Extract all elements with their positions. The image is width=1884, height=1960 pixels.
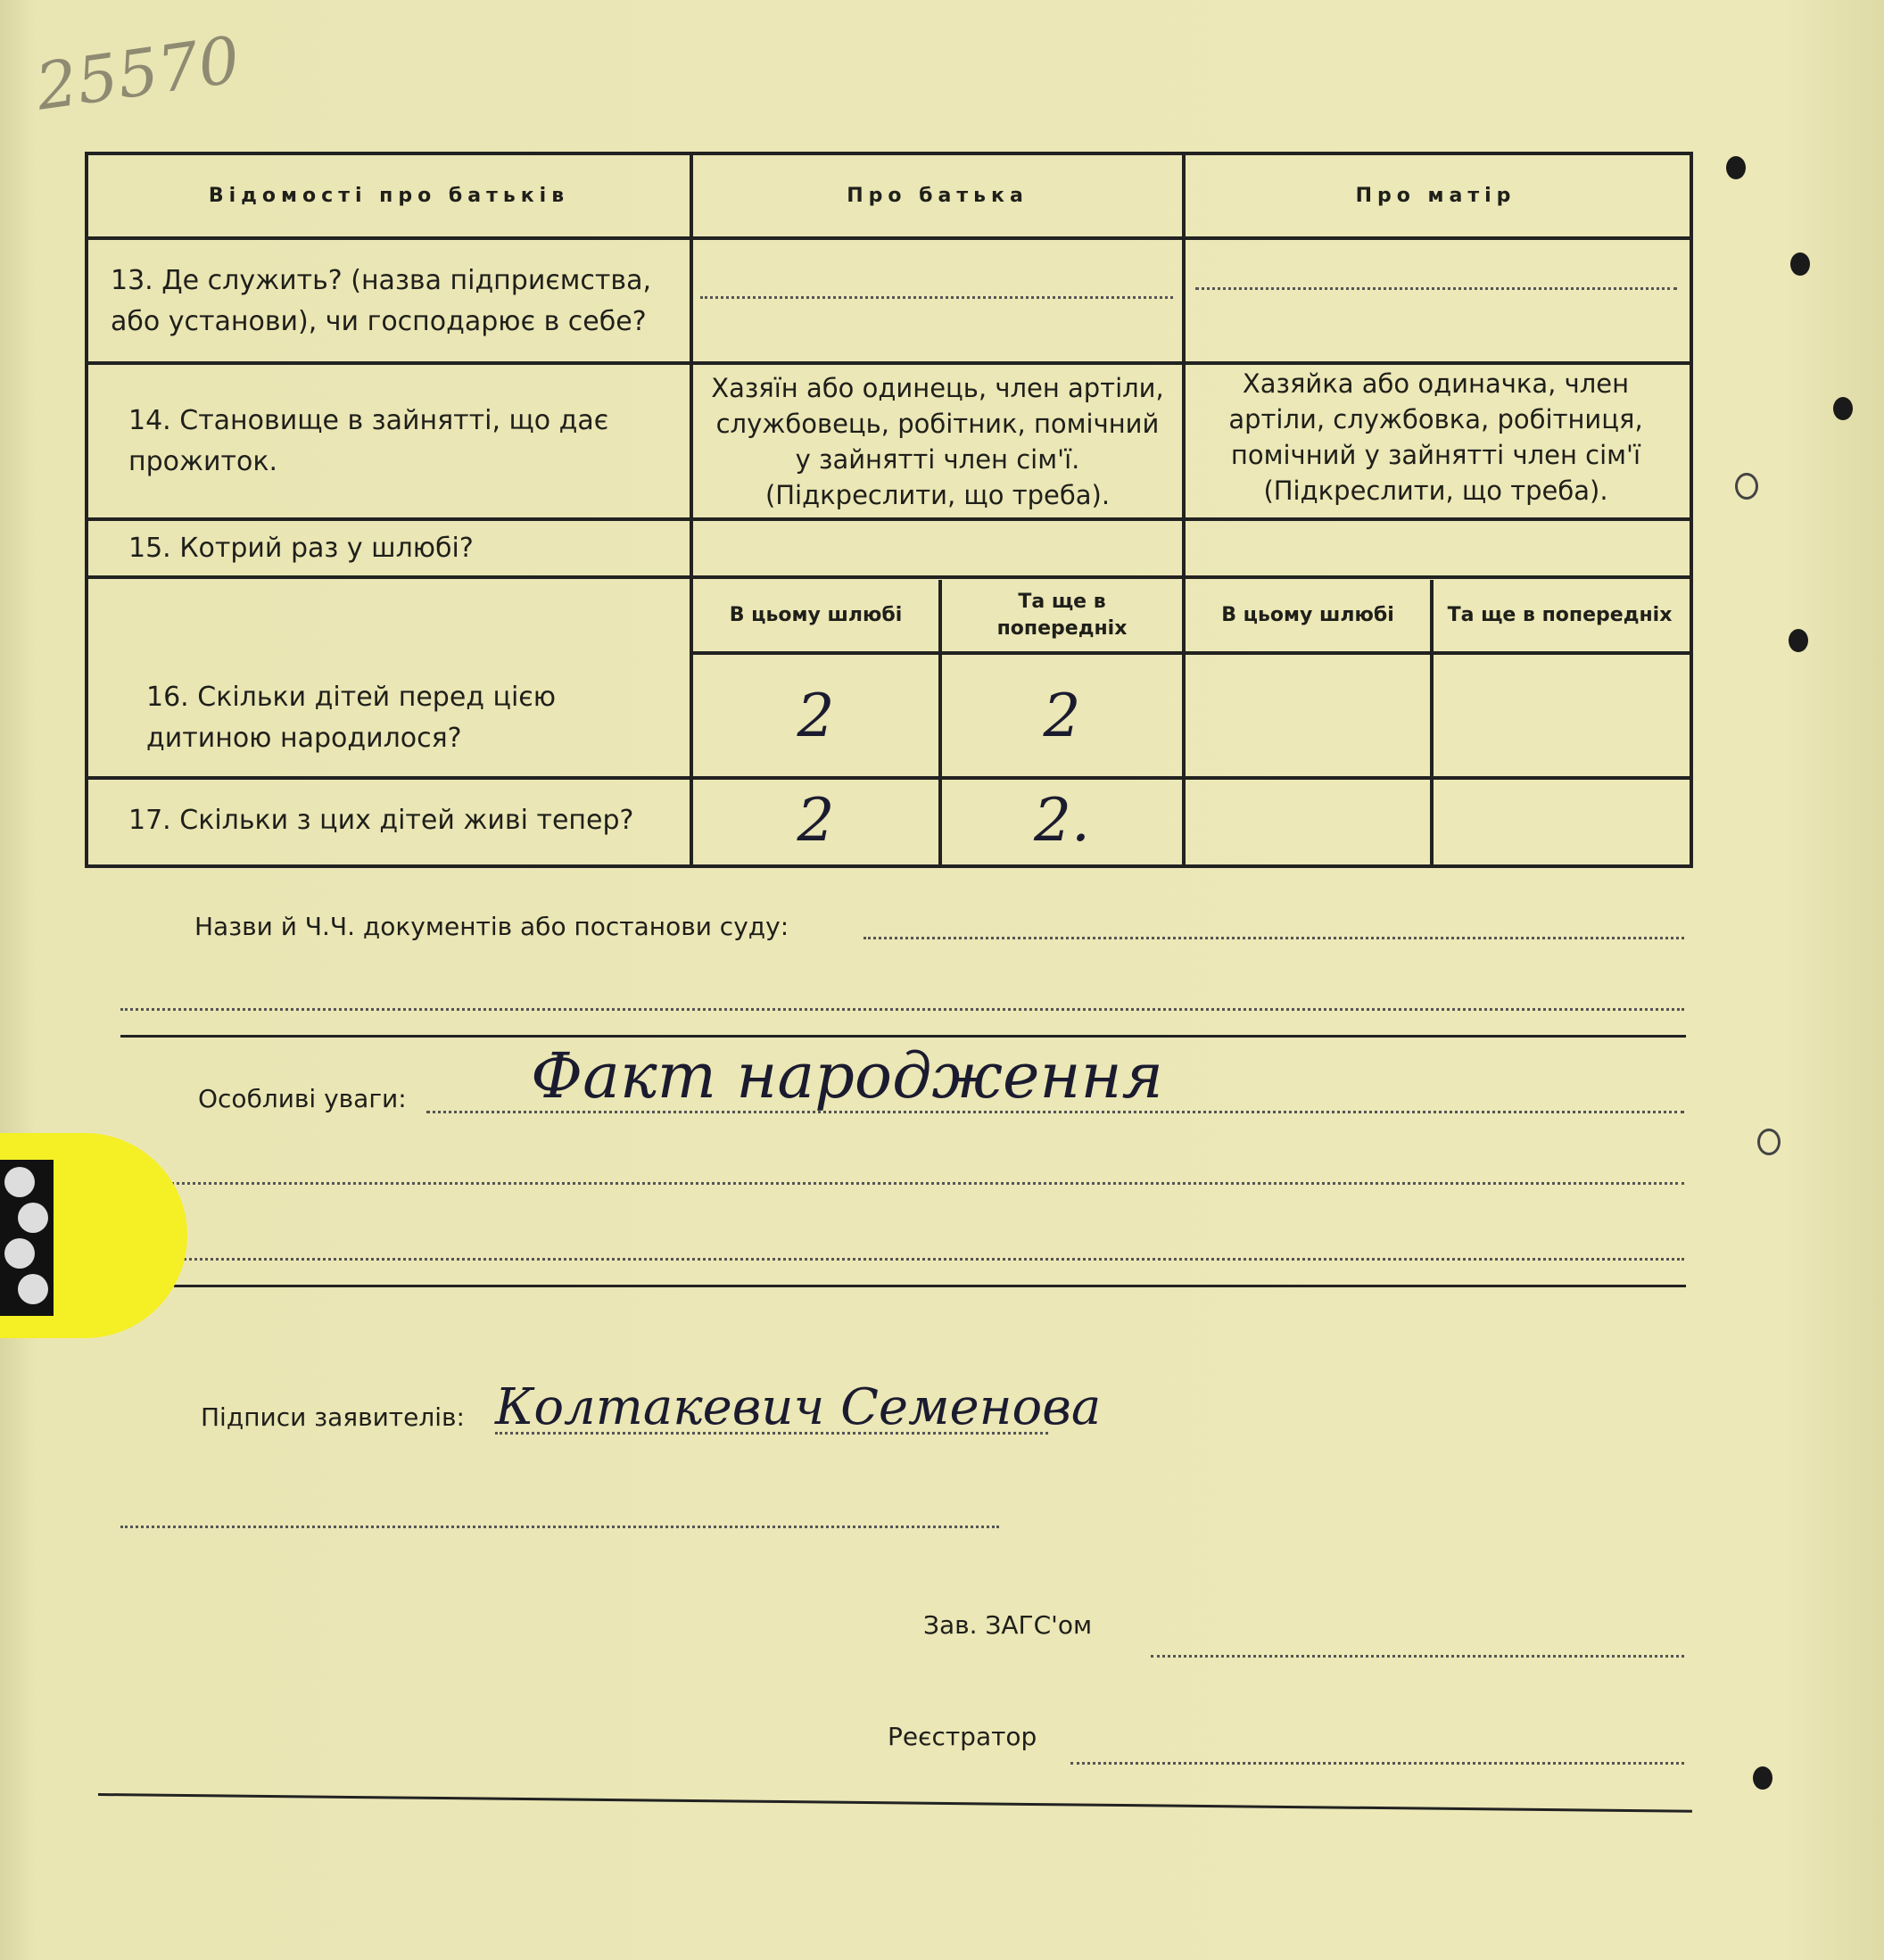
signatures-label: Підписи заявителів: bbox=[201, 1402, 465, 1432]
answer-13-father[interactable] bbox=[700, 296, 1173, 299]
question-17: 17. Скільки з цих дітей живі тепер? bbox=[128, 804, 634, 836]
signatures-field-line-2[interactable] bbox=[120, 1526, 999, 1528]
question-14: 14. Становище в зайнятті, що дає прожиток. bbox=[128, 405, 609, 477]
remarks-handwriting: Факт народження bbox=[531, 1039, 1163, 1112]
subheader-father-previous: Та ще в попередніх bbox=[996, 590, 1128, 640]
children-alive-father-previous[interactable]: 2. bbox=[1034, 786, 1090, 855]
archival-color-scale bbox=[0, 1133, 187, 1338]
zags-head-label: Зав. ЗАГС'ом bbox=[923, 1610, 1093, 1640]
question-13: 13. Де служить? (назва підприємства, або установи), чи господарює в себе? bbox=[111, 264, 652, 337]
question-15: 15. Котрий раз у шлюбі? bbox=[128, 532, 474, 564]
archive-number: 25570 bbox=[31, 21, 244, 125]
registrar-signature-field[interactable] bbox=[1070, 1762, 1684, 1765]
children-born-father-previous[interactable]: 2 bbox=[1043, 681, 1081, 750]
subheader-mother-this-marriage: В цьому шлюбі bbox=[1221, 603, 1394, 626]
occupation-options-father: Хазяїн або одинець, член артіли, службовець, робітник, помічний у зайнятті член сім'ї. (Підкреслити, що треба). bbox=[711, 373, 1164, 510]
subheader-mother-previous: Та ще в попередніх bbox=[1447, 603, 1673, 626]
subheader-father-this-marriage: В цьому шлюбі bbox=[729, 603, 903, 626]
header-info: Відомості про батьків bbox=[208, 185, 570, 207]
remarks-field-line-2[interactable] bbox=[165, 1182, 1684, 1185]
remarks-label: Особливі уваги: bbox=[198, 1084, 407, 1113]
documents-field-line-2[interactable] bbox=[120, 1008, 1684, 1011]
header-father: Про батька bbox=[847, 185, 1029, 207]
documents-field[interactable] bbox=[864, 937, 1684, 939]
documents-label: Назви й Ч.Ч. документів або постанови суду: bbox=[194, 912, 789, 941]
registrar-label: Реєстратор bbox=[888, 1722, 1037, 1751]
signatures-handwriting: Колтакевич Семенова bbox=[495, 1378, 1102, 1436]
children-born-father-this[interactable]: 2 bbox=[797, 681, 835, 750]
zags-head-signature-field[interactable] bbox=[1151, 1655, 1684, 1658]
remarks-field-line-3[interactable] bbox=[174, 1258, 1684, 1261]
header-mother: Про матір bbox=[1355, 185, 1516, 207]
occupation-options-mother: Хазяйка або одиначка, член артіли, службовка, робітниця, помічний у зайнятті член сім'ї (Підкреслити, що треба). bbox=[1228, 368, 1643, 506]
answer-13-mother[interactable] bbox=[1195, 287, 1677, 290]
children-alive-father-this[interactable]: 2 bbox=[797, 786, 835, 855]
question-16: 16. Скільки дітей перед цією дитиною народилося? bbox=[146, 682, 557, 754]
